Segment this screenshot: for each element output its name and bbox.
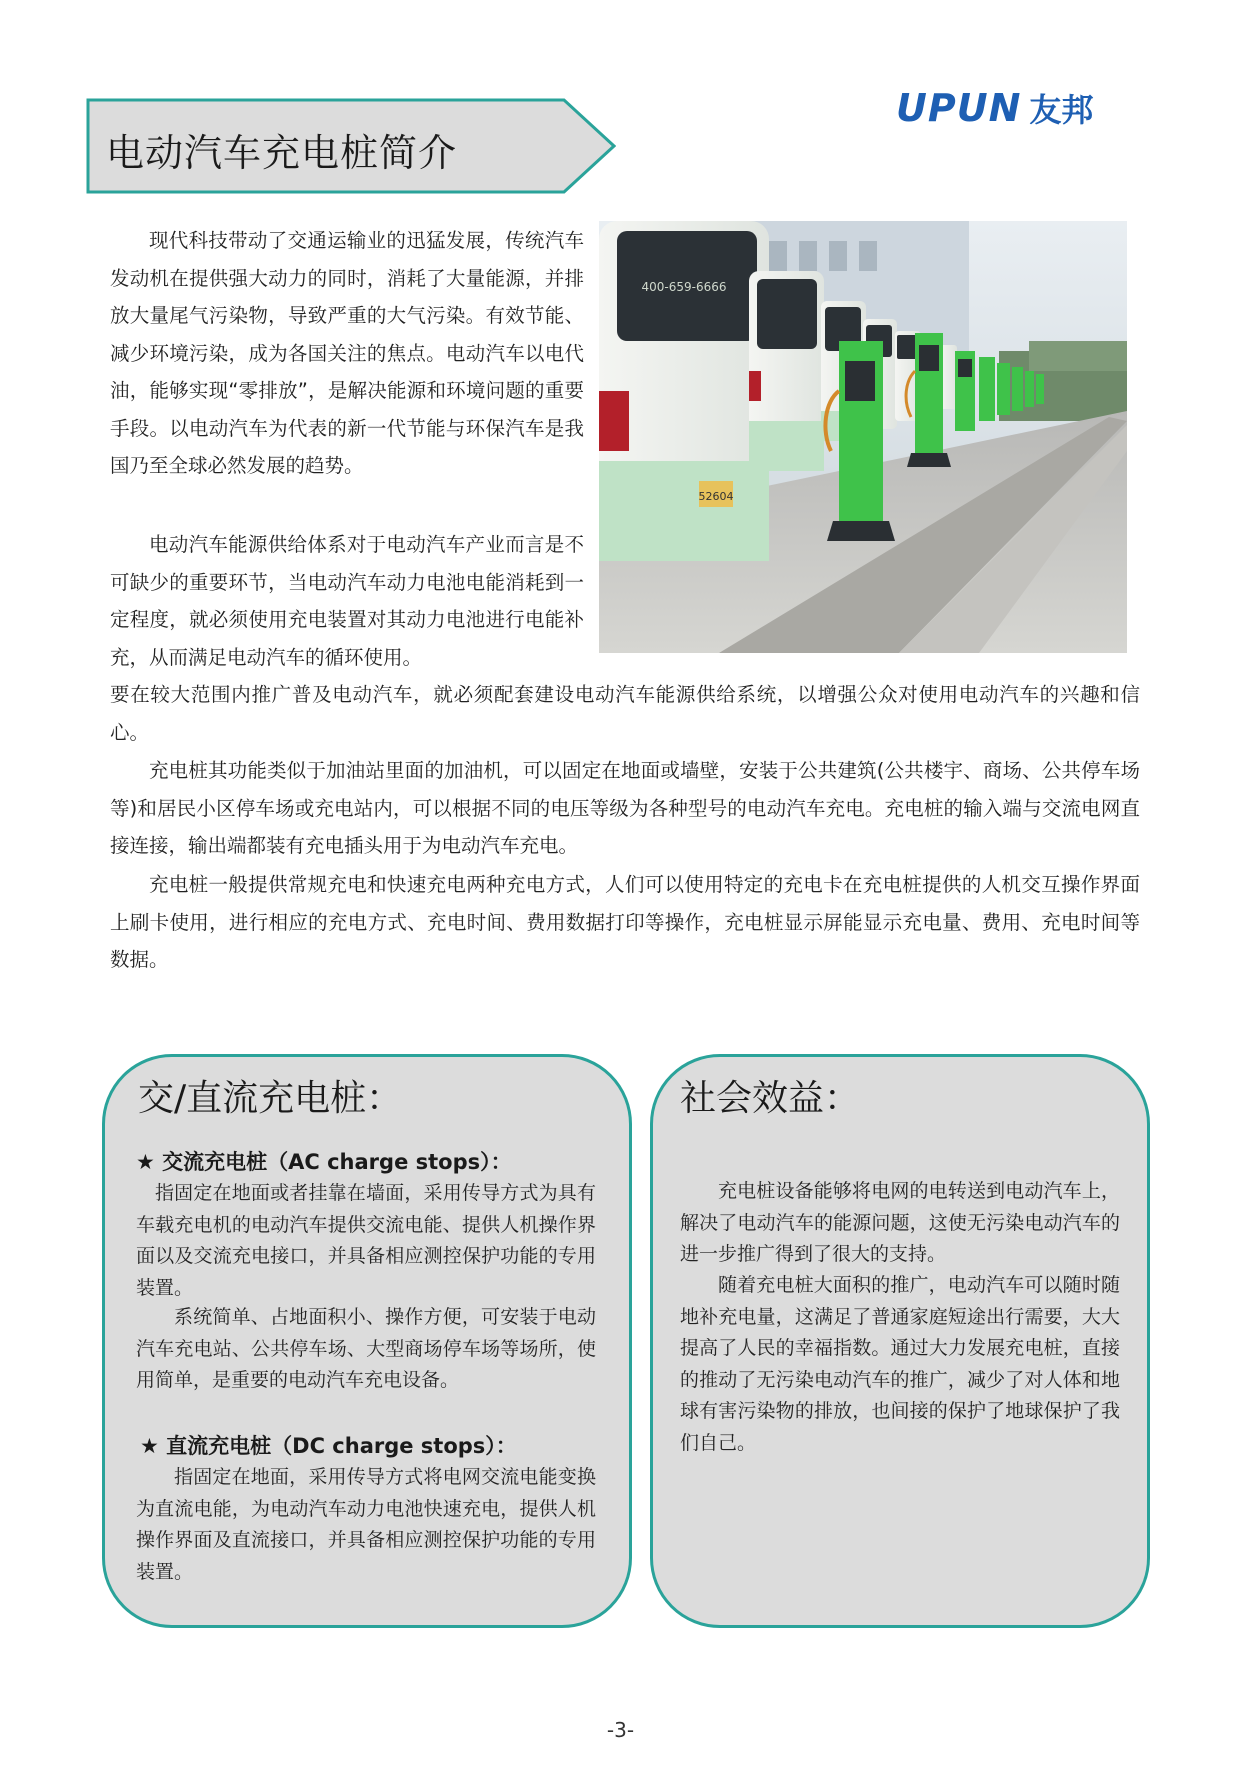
intro-paragraph-2-continued: 要在较大范围内推广普及电动汽车，就必须配套建设电动汽车能源供给系统，以增强公众对使用电动汽车的兴趣和信心。 [110, 683, 1140, 744]
intro-paragraph-1: 现代科技带动了交通运输业的迅猛发展，传统汽车发动机在提供强大动力的同时，消耗了大量能源，并排放大量尾气污染物，导致严重的大气污染。有效节能、减少环境污染，成为各国关注的焦点。电动汽车以电代油，能够实现“零排放”，是解决能源和环境问题的重要手段。以电动汽车为代表的新一代节能与环保汽车是我国乃至全球必然发展的趋势。 [110, 229, 584, 477]
intro-paragraph-2: 电动汽车能源供给体系对于电动汽车产业而言是不可缺少的重要环节，当电动汽车动力电池电能消耗到一定程度，就必须使用充电装置对其动力电池进行电能补充，从而满足电动汽车的循环使用。 [110, 533, 584, 669]
bus-2 [749, 271, 824, 471]
charging-station-illustration [599, 221, 1127, 653]
ac-dc-panel-title: 交/直流充电桩： [138, 1078, 403, 1119]
social-benefits-paragraph-1: 充电桩设备能够将电网的电转送到电动汽车上，解决了电动汽车的能源问题，这使无污染电动汽车的进一步推广得到了很大的支持。 [680, 1180, 1120, 1265]
social-benefits-title: 社会效益： [680, 1078, 861, 1119]
dc-charger-description: 指固定在地面，采用传导方式将电网交流电能变换为直流电能，为电动汽车动力电池快速充电，提供人机操作界面及直流接口，并具备相应测控保护功能的专用装置。 [136, 1466, 596, 1583]
intro-paragraph-4: 充电桩一般提供常规充电和快速充电两种充电方式，人们可以使用特定的充电卡在充电桩提供的人机交互操作界面上刷卡使用，进行相应的充电方式、充电时间、费用数据打印等操作，充电桩显示屏能显示充电量、费用、充电时间等数据。 [110, 873, 1140, 971]
ac-charger-description: 指固定在地面或者挂靠在墙面，采用传导方式为具有车载充电机的电动汽车提供交流电能、提供人机操作界面以及交流充电接口，并具备相应测控保护功能的专用装置。 [136, 1182, 596, 1299]
page-number: -3- [606, 1718, 635, 1742]
logo-cn-text: 友邦 [1029, 91, 1094, 129]
bus-phone: 400-659-6666 [641, 280, 727, 294]
social-benefits-paragraph-2: 随着充电桩大面积的推广，电动汽车可以随时随地补充电量，这满足了普通家庭短途出行需要，大大提高了人民的幸福指数。通过大力发展充电桩，直接的推动了无污染电动汽车的推广，减少了对人体和地球有害污染物的排放，也间接的保护了地球保护了我们自己。 [680, 1274, 1120, 1454]
dc-charger-heading: ★ 直流充电桩（DC charge stops）： [140, 1434, 517, 1458]
charging-station-photo [599, 221, 1127, 653]
page-title: 电动汽车充电桩简介 [106, 131, 458, 175]
logo-latin-text: UPUN [896, 86, 1022, 130]
bus-1 [599, 221, 769, 561]
brand-logo [896, 86, 1116, 130]
charger-3 [955, 351, 975, 431]
ac-charger-features: 系统简单、占地面积小、操作方便，可安装于电动汽车充电站、公共停车场、大型商场停车场等场所，使用简单，是重要的电动汽车充电设备。 [136, 1306, 596, 1391]
intro-paragraph-3: 充电桩其功能类似于加油站里面的加油机，可以固定在地面或墙壁，安装于公共建筑(公共楼宇、商场、公共停车场等)和居民小区停车场或充电站内，可以根据不同的电压等级为各种型号的电动汽车充电。充电桩的输入端与交流电网直接连接，输出端都装有充电插头用于为电动汽车充电。 [110, 759, 1140, 857]
ac-charger-heading: ★ 交流充电桩（AC charge stops）： [136, 1150, 512, 1174]
bus-plate: 52604 [698, 490, 734, 503]
